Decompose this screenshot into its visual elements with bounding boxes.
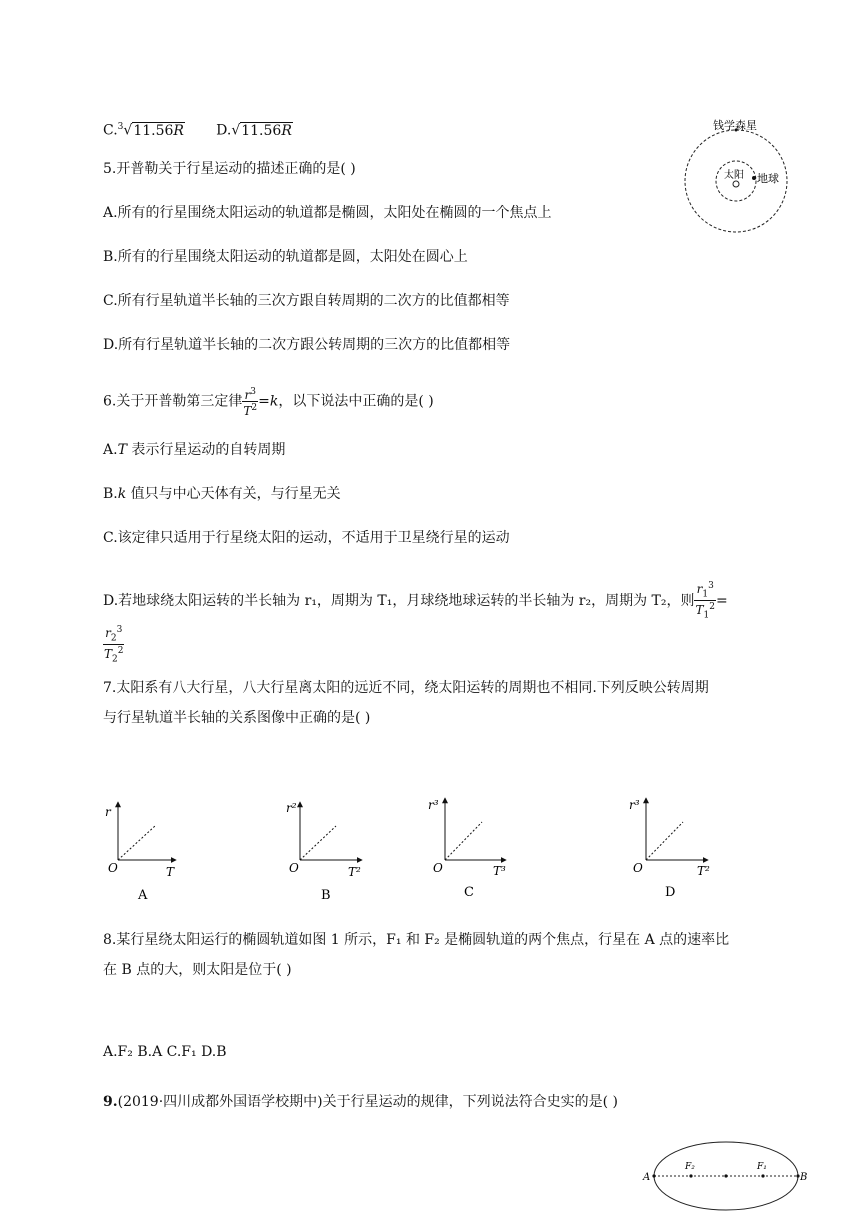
ellipse-diagram <box>640 1140 810 1212</box>
svg-text:F₂: F₂ <box>685 1162 695 1172</box>
svg-text:r²: r² <box>286 801 297 815</box>
svg-text:C: C <box>464 885 474 900</box>
earth-label: 地球 <box>757 172 779 185</box>
svg-text:A: A <box>643 1172 651 1183</box>
svg-text:A: A <box>138 888 148 903</box>
q6-stem: 6.关于开普勒第三定律 $\frac{r^3}{T^2}$ =k，以下说法中正确的是( ) <box>103 387 434 418</box>
svg-text:O: O <box>633 861 643 875</box>
graph-b <box>286 801 362 903</box>
q8-options: A.F₂ B.A C.F₁ D.B <box>103 1044 227 1060</box>
q6-option-c: C.该定律只适用于行星绕太阳的运动，不适用于卫星绕行星的运动 <box>103 530 510 546</box>
q5-option-a: A.所有的行星围绕太阳运动的轨道都是椭圆，太阳处在椭圆的一个焦点上 <box>103 205 552 221</box>
d-fraction-1: $\frac{r_1^3}{T_1^2}$ <box>695 581 715 621</box>
q5-stem: 5.开普勒关于行星运动的描述正确的是( ) <box>103 161 356 177</box>
q7-graphs <box>100 790 720 905</box>
earth-dot <box>752 176 756 180</box>
orbit-diagram <box>680 115 795 240</box>
q9-stem: 9.(2019·四川成都外国语学校期中)关于行星运动的规律，下列说法符合史实的是( ) <box>103 1094 619 1110</box>
svg-text:r: r <box>105 805 111 819</box>
q8-line2: 在 B 点的大，则太阳是位于( ) <box>103 962 292 978</box>
q5-option-c: C.所有行星轨道半长轴的三次方跟自转周期的二次方的比值都相等 <box>103 293 510 309</box>
q6-option-a: A.T 表示行星运动的自转周期 <box>103 442 286 458</box>
q5-option-d: D.所有行星轨道半长轴的二次方跟公转周期的三次方的比值都相等 <box>103 337 511 353</box>
q4-option-c-root-index: 3 <box>117 122 124 132</box>
svg-text:D: D <box>665 885 676 900</box>
d-fraction-2: $\frac{r_2^3}{T_2^2}$ <box>104 625 124 665</box>
sun-label: 太阳 <box>724 170 744 181</box>
svg-text:T³: T³ <box>493 864 506 878</box>
svg-text:B: B <box>800 1172 808 1183</box>
svg-text:r³: r³ <box>629 798 640 812</box>
sun-dot <box>733 181 739 187</box>
q7-line1: 7.太阳系有八大行星，八大行星离太阳的远近不同，绕太阳运转的周期也不相同.下列反映公转周期 <box>103 680 709 696</box>
graph-a <box>105 802 176 903</box>
svg-text:O: O <box>433 861 443 875</box>
svg-text:O: O <box>108 861 118 875</box>
svg-text:T²: T² <box>697 864 710 878</box>
svg-text:r³: r³ <box>428 798 439 812</box>
graph-c <box>428 798 506 900</box>
svg-text:B: B <box>321 888 331 903</box>
svg-text:T: T <box>166 865 175 879</box>
svg-text:T²: T² <box>348 865 361 879</box>
graph-d <box>629 798 710 900</box>
q4-option-c-label: C. <box>103 122 118 139</box>
q6-option-b: B.k 值只与中心天体有关，与行星无关 <box>103 486 341 502</box>
q4-option-d-label: D. <box>216 122 232 139</box>
q7-line2: 与行星轨道半长轴的关系图像中正确的是( ) <box>103 710 371 726</box>
svg-text:O: O <box>289 861 299 875</box>
q4-option-d-radicand: 11.56R <box>241 122 292 139</box>
q6-option-d-cont <box>103 624 124 666</box>
kepler-law-fraction: $\frac{r^3}{T^2}$ <box>243 387 258 418</box>
outer-label: 钱学森星 <box>713 119 757 132</box>
q4-option-c-radicand: 11.56R <box>133 122 184 139</box>
q4-options: C.$^3$√11.56R D.√11.56R <box>103 122 292 139</box>
q6-option-d: D.若地球绕太阳运转的半长轴为 r₁，周期为 T₁，月球绕地球运转的半长轴为 r₂，周期为 T₂，则 $\frac{r_1^3}{T_1^2}$ = <box>103 581 728 621</box>
q5-option-b: B.所有的行星围绕太阳运动的轨道都是圆，太阳处在圆心上 <box>103 249 468 265</box>
svg-text:F₁: F₁ <box>757 1162 767 1172</box>
q8-line1: 8.某行星绕太阳运行的椭圆轨道如图 1 所示，F₁ 和 F₂ 是椭圆轨道的两个焦点，行星在 A 点的速率比 <box>103 932 730 948</box>
